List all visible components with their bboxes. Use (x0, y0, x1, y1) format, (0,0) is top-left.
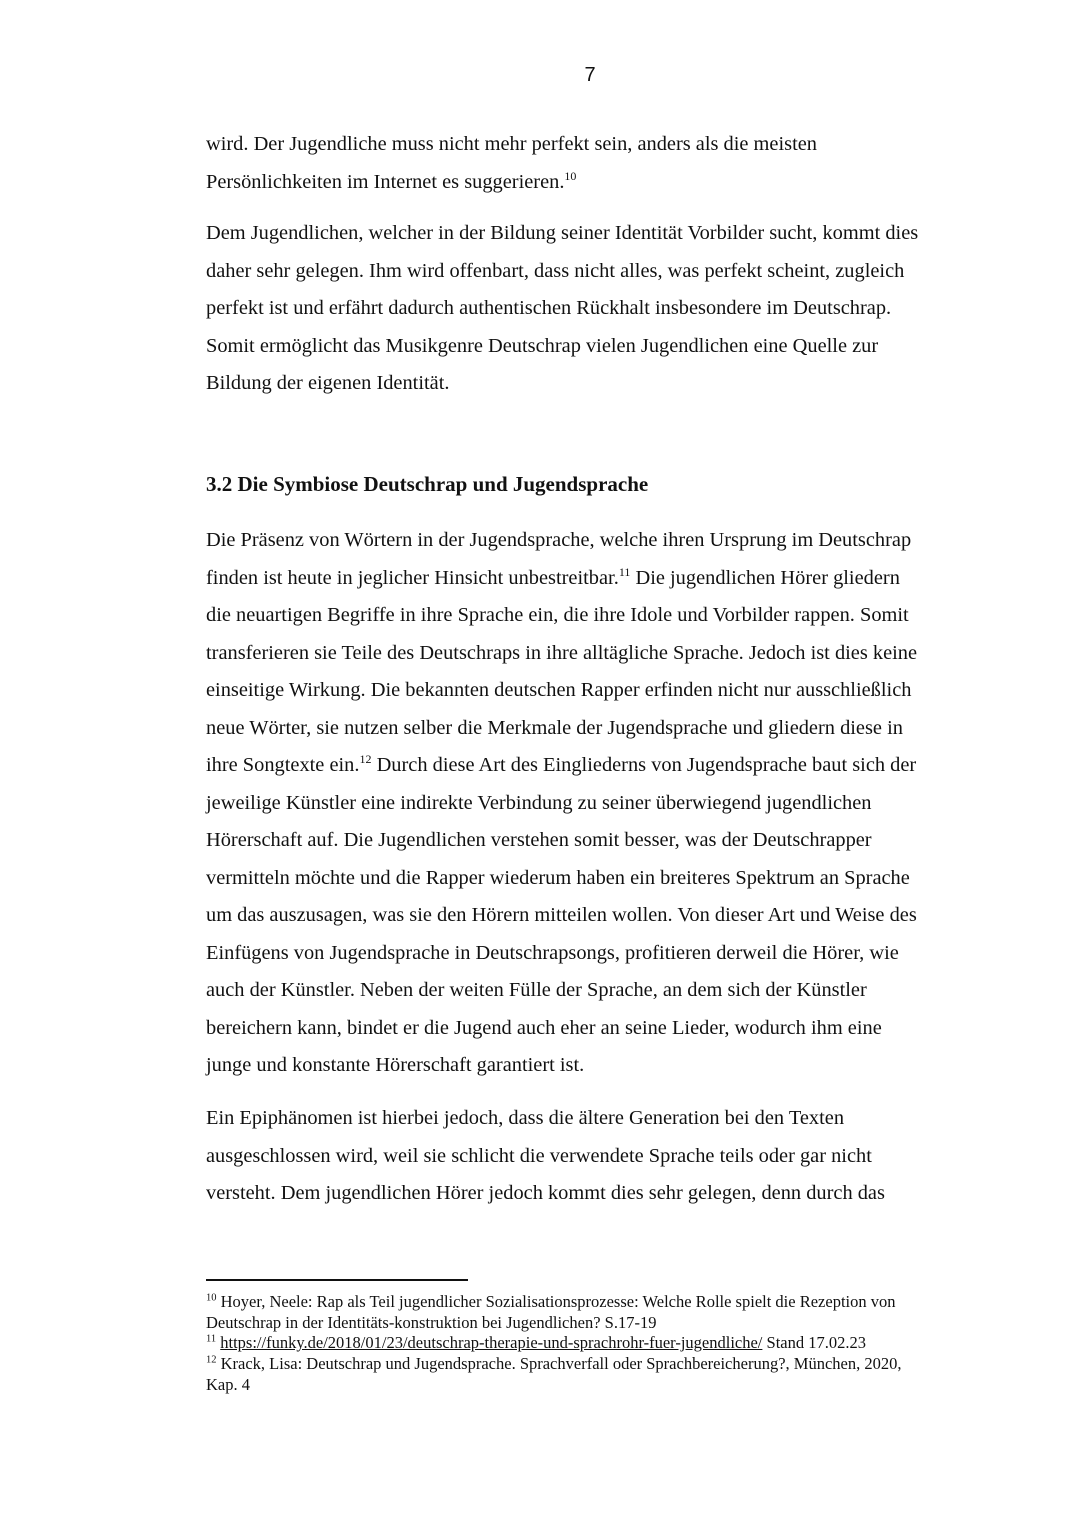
text-segment: Die jugendlichen Hörer gliedern (630, 566, 900, 589)
text-line: jeweilige Künstler eine indirekte Verbindung zu seiner überwiegend jugendlichen (206, 791, 872, 814)
text-line: junge und konstante Hörerschaft garantiert ist. (206, 1054, 585, 1076)
text-line: daher sehr gelegen. Ihm wird offenbart, dass nicht alles, was perfekt scheint, zugleich (206, 259, 905, 282)
text-line: Einfügens von Jugendsprache in Deutschrapsongs, profitieren derweil die Hörer, wie (206, 941, 899, 964)
footnote-separator (206, 1279, 468, 1281)
paragraph-4 (206, 1100, 976, 1213)
footnote-text: Stand 17.02.23 (762, 1333, 866, 1353)
footnote-line: Kap. 4 (206, 1374, 250, 1394)
text-line: vermitteln möchte und die Rapper wiederum haben ein breiteres Spektrum an Sprache (206, 866, 910, 889)
text-line (206, 747, 976, 785)
footnote-line (206, 1354, 996, 1375)
footnote-10 (206, 1292, 996, 1333)
paragraph-1 (206, 126, 976, 201)
footnote-text: Hoyer, Neele: Rap als Teil jugendlicher Sozialisationsprozesse: Welche Rolle spielt die Rezeption von (216, 1292, 896, 1311)
footnote-ref-10: 10 (564, 168, 577, 183)
footnote-number: 11 (206, 1333, 217, 1345)
text-line: Die Präsenz von Wörtern in der Jugendsprache, welche ihren Ursprung im Deutschrap (206, 529, 912, 551)
text-line (206, 164, 976, 202)
footnote-line (206, 1292, 996, 1313)
text-line: Dem Jugendlichen, welcher in der Bildung seiner Identität Vorbilder sucht, kommt dies (206, 222, 919, 244)
footnote-ref-12: 12 (359, 752, 372, 767)
footnote-ref-11: 11 (618, 564, 631, 579)
text-line: perfekt ist und erfährt dadurch authentischen Rückhalt insbesondere im Deutschrap. (206, 297, 892, 319)
page-number: 7 (584, 64, 596, 86)
text-segment: finden ist heute in jeglicher Hinsicht unbestreitbar. (206, 566, 619, 589)
text-line: um das auszusagen, was sie den Hörern mitteilen wollen. Von dieser Art und Weise des (206, 904, 917, 926)
footnote-number: 10 (206, 1292, 217, 1304)
text-line: Hörerschaft auf. Die Jugendlichen verstehen somit besser, was der Deutschrapper (206, 829, 872, 851)
text-line: auch der Künstler. Neben der weiten Fülle der Sprache, an dem sich der Künstler (206, 979, 867, 1001)
footnote-12 (206, 1354, 996, 1395)
text-line: transferieren sie Teile des Deutschraps in ihre alltägliche Sprache. Jedoch ist dies keine (206, 641, 918, 664)
text-line: ausgeschlossen wird, weil sie schlicht die verwendete Sprache teils oder gar nicht (206, 1144, 872, 1167)
text-line: Somit ermöglicht das Musikgenre Deutschrap vielen Jugendlichen eine Quelle zur (206, 334, 879, 357)
text-line: einseitige Wirkung. Die bekannten deutschen Rapper erfinden nicht nur ausschließlich (206, 679, 912, 701)
footnote-text: Krack, Lisa: Deutschrap und Jugendsprache. Sprachverfall oder Sprachbereicherung?, München, 2020, (216, 1354, 902, 1374)
paragraph-2 (206, 215, 976, 403)
text-line: neue Wörter, sie nutzen selber die Merkmale der Jugendsprache und gliedern diese in (206, 716, 903, 739)
footnotes (206, 1292, 996, 1396)
text-line: Bildung der eigenen Identität. (206, 372, 450, 394)
text-line: versteht. Dem jugendlichen Hörer jedoch kommt dies sehr gelegen, denn durch das (206, 1182, 885, 1204)
footnote-url-link[interactable]: https://funky.de/2018/01/23/deutschrap-therapie-und-sprachrohr-fuer-jugendliche/ (220, 1333, 763, 1353)
paragraph-3 (206, 522, 976, 1085)
text-line (206, 560, 976, 598)
footnote-line: Deutschrap in der Identitäts-konstruktion bei Jugendlichen? S.17-19 (206, 1312, 657, 1332)
footnote-line (206, 1333, 996, 1354)
text-line: Ein Epiphänomen ist hierbei jedoch, dass die ältere Generation bei den Texten (206, 1107, 845, 1129)
section-heading: 3.2 Die Symbiose Deutschrap und Jugendsprache (206, 472, 649, 496)
text-line: die neuartigen Begriffe in ihre Sprache ein, die ihre Idole und Vorbilder rappen. Somit (206, 604, 909, 626)
text-segment: ihre Songtexte ein. (206, 754, 360, 776)
footnote-11 (206, 1333, 996, 1354)
text-line: wird. Der Jugendliche muss nicht mehr perfekt sein, anders als die meisten (206, 133, 817, 155)
text-segment: Persönlichkeiten im Internet es suggerieren. (206, 170, 565, 193)
text-segment: Durch diese Art des Eingliederns von Jugendsprache baut sich der (371, 754, 917, 776)
text-line: bereichern kann, bindet er die Jugend auch eher an seine Lieder, wodurch ihm eine (206, 1016, 882, 1039)
footnote-number: 12 (206, 1354, 217, 1366)
